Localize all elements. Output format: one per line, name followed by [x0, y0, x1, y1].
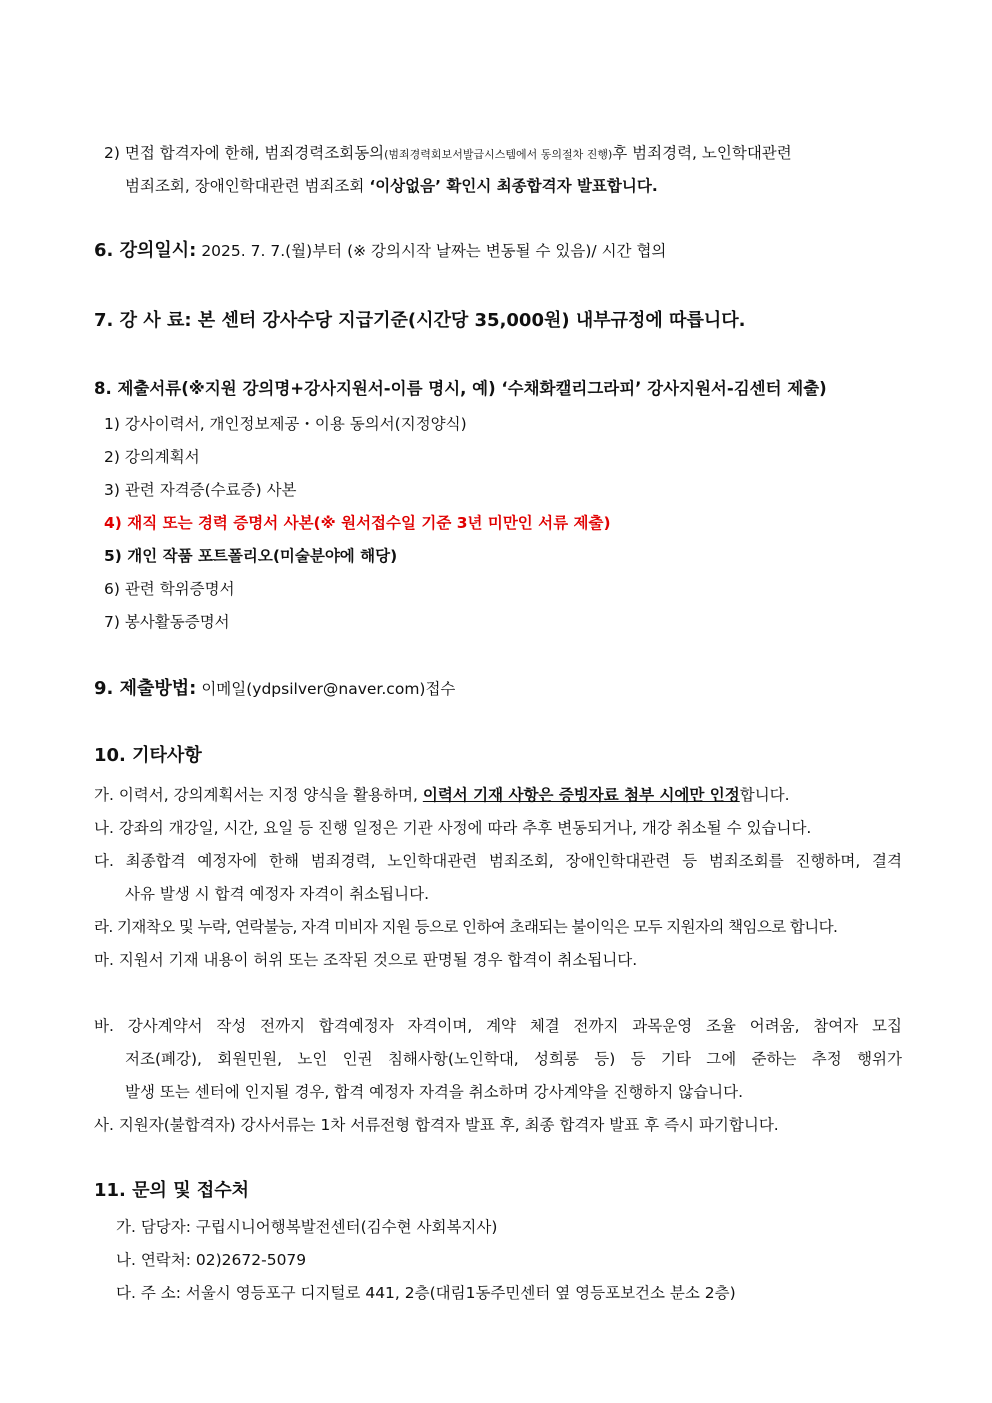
- s8-item-4: 4) 재직 또는 경력 증명서 사본(※ 원서접수일 기준 3년 미만인 서류 제출): [104, 514, 611, 532]
- s5-item2-text-b: 후 범죄경력, 노인학대관련: [612, 144, 792, 162]
- s10-sa: 사. 지원자(불합격자) 강사서류는 1차 서류전형 합격자 발표 후, 최종 합격자 발표 후 즉시 파기합니다.: [94, 1116, 779, 1134]
- s10-da-line2: 사유 발생 시 합격 예정자 자격이 취소됩니다.: [125, 885, 430, 903]
- s6-line: [94, 240, 666, 262]
- s8-item-6: 6) 관련 학위증명서: [104, 580, 235, 598]
- s9-line: [94, 678, 455, 700]
- s5-item2-line1: [104, 142, 792, 166]
- s8-item-3: 3) 관련 자격증(수료증) 사본: [104, 481, 297, 499]
- s9-text: 이메일(ydpsilver@naver.com)접수: [196, 680, 456, 698]
- s10-da-line1: 다. 최종합격 예정자에 한해 범죄경력, 노인학대관련 범죄조회, 장애인학대관련 등 범죄조회를 진행하며, 결격: [94, 852, 902, 870]
- s10-ga-underlined: 이력서 기재 사항은 증빙자료 첨부 시에만 인정: [422, 786, 740, 804]
- s10-ra: 라. 기재착오 및 누락, 연락불능, 자격 미비자 지원 등으로 인하여 초래되는 불이익은 모두 지원자의 책임으로 합니다.: [94, 918, 838, 936]
- s10-ma: 마. 지원서 기재 내용이 허위 또는 조작된 것으로 판명될 경우 합격이 취소됩니다.: [94, 951, 638, 969]
- s10-ba-line1: 바. 강사계약서 작성 전까지 합격예정자 자격이며, 계약 체결 전까지 과목운영 조율 어려움, 참여자 모집: [94, 1017, 902, 1035]
- s9-title: 9. 제출방법:: [94, 678, 197, 699]
- s10-ga-text-b: 합니다.: [739, 786, 790, 804]
- s10-ga-text-a: 가. 이력서, 강의계획서는 지정 양식을 활용하며,: [94, 786, 423, 804]
- s8-item-7: 7) 봉사활동증명서: [104, 613, 230, 631]
- s5-item2-text-c: 범죄조회, 장애인학대관련 범죄조회: [125, 177, 370, 195]
- s10-ba-line3: 발생 또는 센터에 인지될 경우, 합격 예정자 자격을 취소하며 강사계약을 진행하지 않습니다.: [125, 1083, 744, 1101]
- s11-na: 나. 연락처: 02)2672-5079: [116, 1251, 307, 1269]
- s11-title: 11. 문의 및 접수처: [94, 1180, 250, 1201]
- s10-ba-line2: 저조(폐강), 회원민원, 노인 인권 침해사항(노인학대, 성희롱 등) 등 기타 그에 준하는 추정 행위가: [125, 1050, 902, 1068]
- s6-title: 6. 강의일시:: [94, 240, 197, 261]
- s8-title: 8. 제출서류(※지원 강의명+강사지원서-이름 명시, 예) ‘수채화캘리그라피’ 강사지원서-김센터 제출): [94, 379, 827, 398]
- s7-line: 7. 강 사 료: 본 센터 강사수당 지급기준(시간당 35,000원) 내부규정에 따릅니다.: [94, 310, 746, 331]
- s10-title: 10. 기타사항: [94, 745, 202, 766]
- s8-item-2: 2) 강의계획서: [104, 448, 200, 466]
- s10-na: 나. 강좌의 개강일, 시간, 요일 등 진행 일정은 기관 사정에 따라 추후 변동되거나, 개강 취소될 수 있습니다.: [94, 819, 812, 837]
- s6-text: 2025. 7. 7.(월)부터 (※ 강의시작 날짜는 변동될 수 있음)/ 시간 협의: [196, 242, 667, 260]
- s8-item-1: 1) 강사이력서, 개인정보제공・이용 동의서(지정양식): [104, 415, 467, 433]
- s5-item2-bold-text: ‘이상없음’ 확인시 최종합격자 발표합니다.: [369, 177, 658, 195]
- s10-ga: [94, 784, 790, 806]
- s5-item2-text-a: 면접 합격자에 한해, 범죄경력조회동의: [124, 144, 385, 162]
- s5-item2-line2: [125, 175, 658, 197]
- s5-item2-small-text: (범죄경력회보서발급시스템에서 동의절차 진행): [384, 148, 613, 161]
- s5-item2-number: 2): [104, 144, 120, 162]
- s8-item-5: 5) 개인 작품 포트폴리오(미술분야에 해당): [104, 547, 398, 565]
- s11-ga: 가. 담당자: 구립시니어행복발전센터(김수현 사회복지사): [116, 1218, 498, 1236]
- s11-da: 다. 주 소: 서울시 영등포구 디지털로 441, 2층(대림1동주민센터 옆 영등포보건소 분소 2층): [116, 1284, 736, 1302]
